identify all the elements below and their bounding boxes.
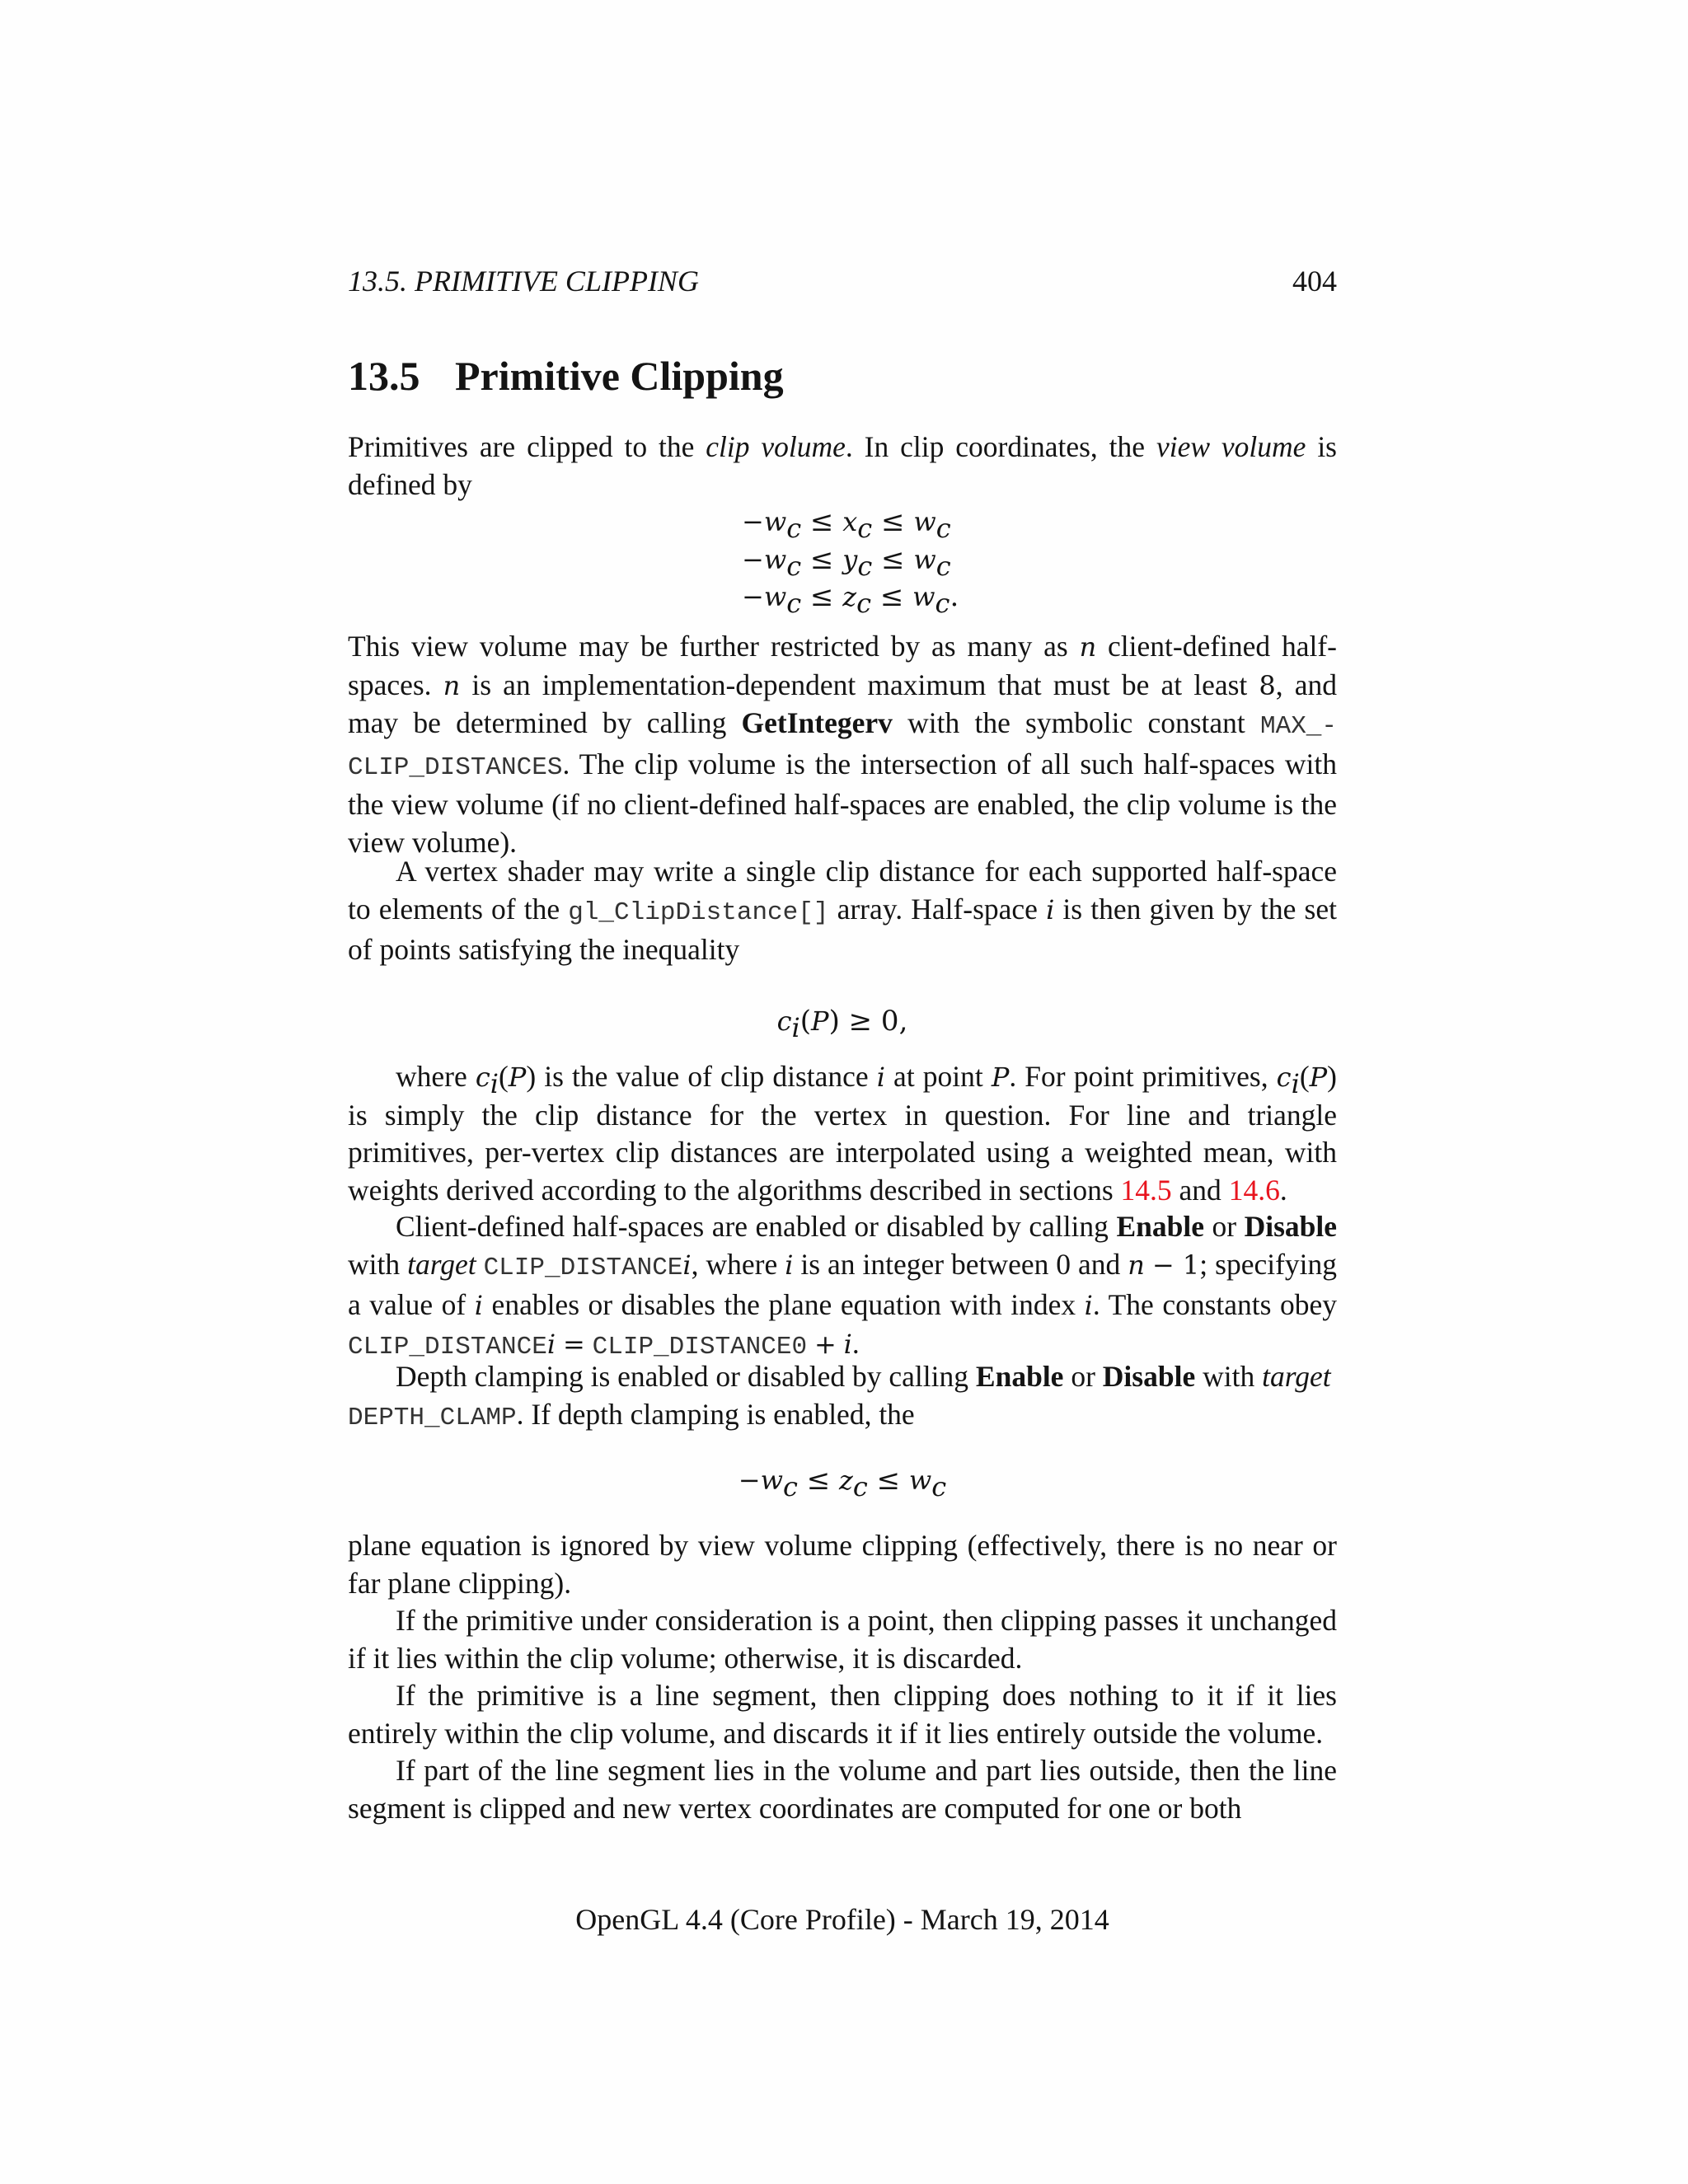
running-header-section: 13.5. PRIMITIVE CLIPPING [348,265,699,298]
section-number: 13.5 [348,353,420,399]
term-clip-volume: clip volume [706,430,846,463]
term-view-volume: view volume [1156,430,1306,463]
link-section-14-6[interactable]: 14.6 [1228,1173,1280,1207]
paragraph-line-clipping: If the primitive is a line segment, then clipping does nothing to it if it lies entirely within the clip volume, and discards it if it lies entirely outside the volume. [348,1679,1337,1750]
section-heading [348,349,1337,402]
page-number: 404 [1292,265,1337,298]
function-disable: Disable [1244,1210,1337,1243]
paragraph-plane-ignored: plane equation is ignored by view volume clipping (effectively, there is no near or far plane clipping). [348,1529,1337,1600]
function-getintegerv: GetIntegerv [741,706,893,739]
page-footer: OpenGL 4.4 (Core Profile) - March 19, 2014 [575,1903,1109,1936]
view-volume-equations [742,504,959,619]
equation-y: $-w_c \le y_c \le w_c$ [742,542,951,582]
paragraph-view-volume: This view volume may be further restricted by as many as n client-defined half-spaces. n is an implementation-dependent maximum that must be at least 8, and may be determined by calling GetIntegerv with the symbolic constant MAX_-CLIP_DISTANCES. The clip volume is the intersection of all such half-spaces with the view volume (if no client-defined half-spaces are enabled, the clip volume is the view volume). [348,630,1338,859]
function-disable: Disable [1102,1360,1196,1393]
constant-max-clip-distances: MAX_-CLIP_DISTANCES [348,712,1337,782]
function-enable: Enable [1116,1210,1204,1243]
equation-x: $-w_c \le x_c \le w_c$ [742,505,951,544]
paragraph-point-clipping: If the primitive under consideration is a point, then clipping passes it unchanged if it lies within the clip volume; otherwise, it is discarded. [348,1604,1337,1675]
section-title: Primitive Clipping [455,353,784,399]
constant-clip-distance-i: CLIP_DISTANCE [483,1253,683,1282]
inequality-clip-distance: $c_i(P) \ge 0$, [776,1005,908,1043]
running-header [348,260,1337,302]
paragraph-client-defined: Client-defined half-spaces are enabled or disabled by calling Enable or Disable with target CLIP_DISTANCEi, where i is an integer between 0 and n − 1; specifying a value of i enables or disables the plane equation with index i. The constants obey CLIP_DISTANCEi = CLIP_DISTANCE0 + i. [348,1210,1338,1361]
paragraph-intro [348,429,1337,504]
text: Primitives are clipped to the [348,430,706,463]
paragraph-line-partial: If part of the line segment lies in the volume and part lies outside, then the line segment is clipped and new vertex coordinates are computed for one or both [348,1754,1337,1825]
text: is defined by [348,430,1337,501]
text: . In clip coordinates, the [845,430,1156,463]
function-enable: Enable [975,1360,1064,1393]
constant-depth-clamp: DEPTH_CLAMP [348,1403,517,1432]
depth-clamp-equation: $-w_c \le z_c \le w_c$ [738,1464,947,1502]
paragraph-where: where $c_i(P)$ is the value of clip distance i at point P. For point primitives, $c_i(P)$ is simply the clip distance for the vertex in question. For line and triangle primitives, per-vertex clip distances are interpolated using a weighted mean, with weights derived according to the algorithms described in sections 14.5 and 14.6. [348,1060,1337,1207]
paragraph-depth-clamping: Depth clamping is enabled or disabled by calling Enable or Disable with target DEPTH_CLAMP. If depth clamping is enabled, the [348,1360,1331,1432]
paragraph-vertex-shader: A vertex shader may write a single clip distance for each supported half-space to elements of the gl_ClipDistance[] array. Half-space i is then given by the set of points satisfying the inequality [348,855,1337,966]
link-section-14-5[interactable]: 14.5 [1120,1173,1172,1207]
code-gl-clipdistance: gl_ClipDistance[] [568,898,829,927]
equation-z: $-w_c \le z_c \le w_c$. [742,580,959,619]
